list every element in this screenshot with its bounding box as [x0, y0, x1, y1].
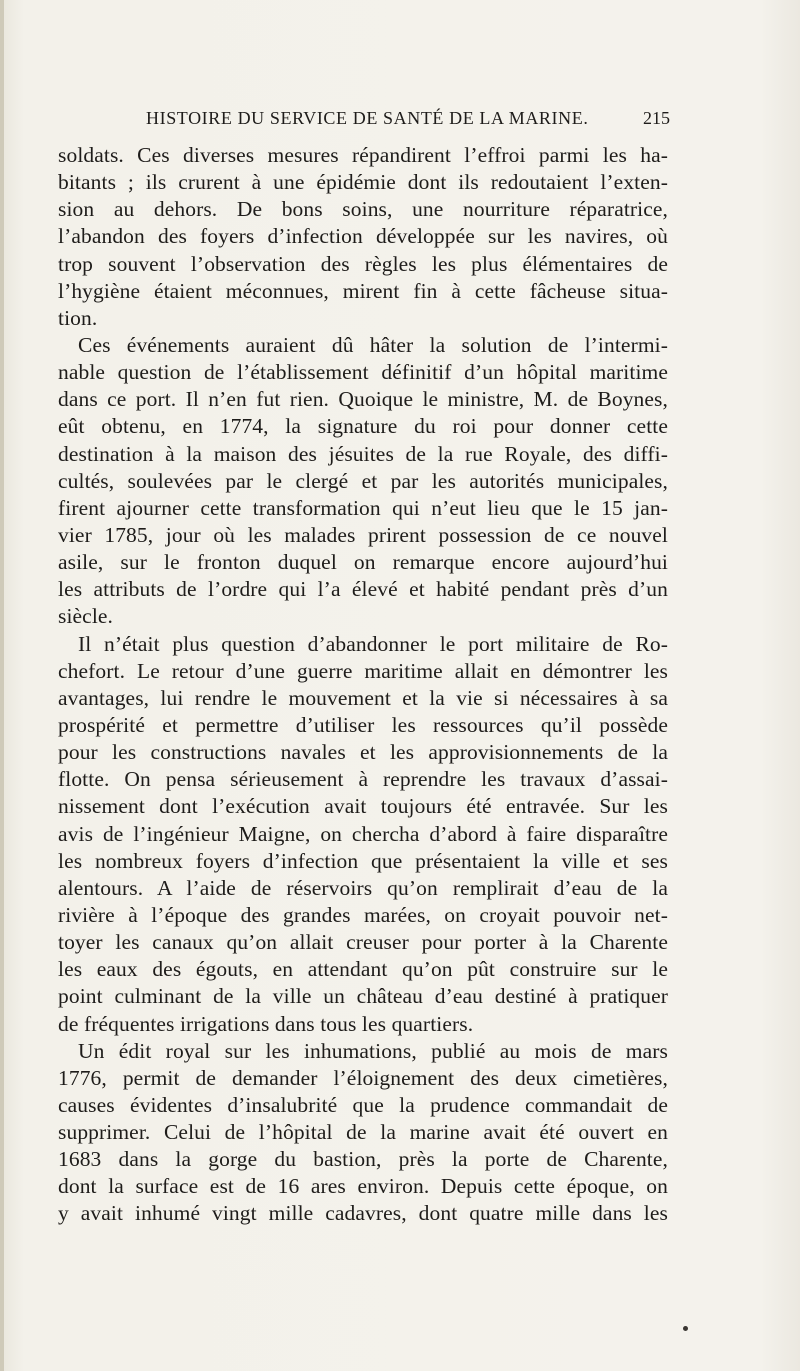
- text-line: causes évidentes d’insalubrité que la prudence commandait de: [58, 1092, 668, 1117]
- text-line: bitants ; ils crurent à une épidémie dont ils redoutaient l’exten-: [58, 170, 668, 195]
- text-line: avantages, lui rendre le mouvement et la vie si nécessaires à sa: [58, 685, 668, 710]
- text-line: dans ce port. Il n’en fut rien. Quoique le ministre, M. de Boynes,: [58, 387, 668, 412]
- page-header: [58, 108, 668, 136]
- text-line: y avait inhumé vingt mille cadavres, dont quatre mille dans les: [58, 1201, 668, 1226]
- text-line: Ces événements auraient dû hâter la solution de l’intermi-: [78, 332, 668, 357]
- text-line: eût obtenu, en 1774, la signature du roi pour donner cette: [58, 414, 668, 439]
- text-line: flotte. On pensa sérieusement à reprendre les travaux d’assai-: [58, 767, 668, 792]
- text-line: trop souvent l’observation des règles les plus élémentaires de: [58, 251, 668, 276]
- body-text: [58, 142, 668, 1228]
- text-line: les attributs de l’ordre qui l’a élevé et habité pendant près d’un: [58, 577, 668, 602]
- text-line: l’abandon des foyers d’infection développée sur les navires, où: [58, 224, 668, 249]
- text-line: siècle.: [58, 604, 114, 629]
- text-line: asile, sur le fronton duquel on remarque encore aujourd’hui: [58, 550, 668, 575]
- text-line: vier 1785, jour où les malades prirent possession de ce nouvel: [58, 522, 668, 547]
- text-line: avis de l’ingénieur Maigne, on chercha d’abord à faire disparaître: [58, 821, 668, 846]
- text-line: rivière à l’époque des grandes marées, on croyait pouvoir net-: [58, 902, 668, 927]
- text-line: destination à la maison des jésuites de la rue Royale, des diffi-: [58, 441, 668, 466]
- text-line: les nombreux foyers d’infection que présentaient la ville et ses: [58, 848, 668, 873]
- ink-speck: [683, 1326, 688, 1331]
- page-binding-edge: [0, 0, 4, 1371]
- text-line: alentours. A l’aide de réservoirs qu’on remplirait d’eau de la: [58, 875, 668, 900]
- text-line: cultés, soulevées par le clergé et par les autorités municipales,: [58, 468, 668, 493]
- text-line: nissement dont l’exécution avait toujours été entravée. Sur les: [58, 794, 668, 819]
- text-line: dont la surface est de 16 ares environ. Depuis cette époque, on: [58, 1174, 668, 1199]
- page-number: 215: [643, 108, 670, 128]
- text-line: Un édit royal sur les inhumations, publié au mois de mars: [78, 1038, 668, 1063]
- text-line: pour les constructions navales et les approvisionnements de la: [58, 740, 668, 765]
- text-line: 1683 dans la gorge du bastion, près la porte de Charente,: [58, 1147, 668, 1172]
- text-line: point culminant de la ville un château d’eau destiné à pratiquer: [58, 984, 668, 1009]
- text-line: toyer les canaux qu’on allait creuser pour porter à la Charente: [58, 930, 668, 955]
- text-line: chefort. Le retour d’une guerre maritime allait en démontrer les: [58, 658, 668, 683]
- text-line: soldats. Ces diverses mesures répandirent l’effroi parmi les ha-: [58, 143, 668, 167]
- text-line: tion.: [58, 305, 98, 330]
- text-line: 1776, permit de demander l’éloignement des deux cimetières,: [58, 1065, 668, 1090]
- text-line: prospérité et permettre d’utiliser les ressources qu’il possède: [58, 712, 668, 737]
- text-line: Il n’était plus question d’abandonner le port militaire de Ro-: [78, 631, 668, 656]
- text-line: sion au dehors. De bons soins, une nourriture réparatrice,: [58, 197, 668, 222]
- text-line: les eaux des égouts, en attendant qu’on pût construire sur le: [58, 957, 668, 982]
- text-line: nable question de l’établissement définitif d’un hôpital maritime: [58, 360, 668, 385]
- running-title: HISTOIRE DU SERVICE DE SANTÉ DE LA MARINE.: [146, 108, 589, 128]
- text-line: l’hygiène étaient méconnues, mirent fin à cette fâcheuse situa-: [58, 278, 668, 303]
- text-line: supprimer. Celui de l’hôpital de la marine avait été ouvert en: [58, 1120, 668, 1145]
- text-line: de fréquentes irrigations dans tous les quartiers.: [58, 1011, 474, 1036]
- text-line: firent ajourner cette transformation qui n’eut lieu que le 15 jan-: [58, 495, 668, 520]
